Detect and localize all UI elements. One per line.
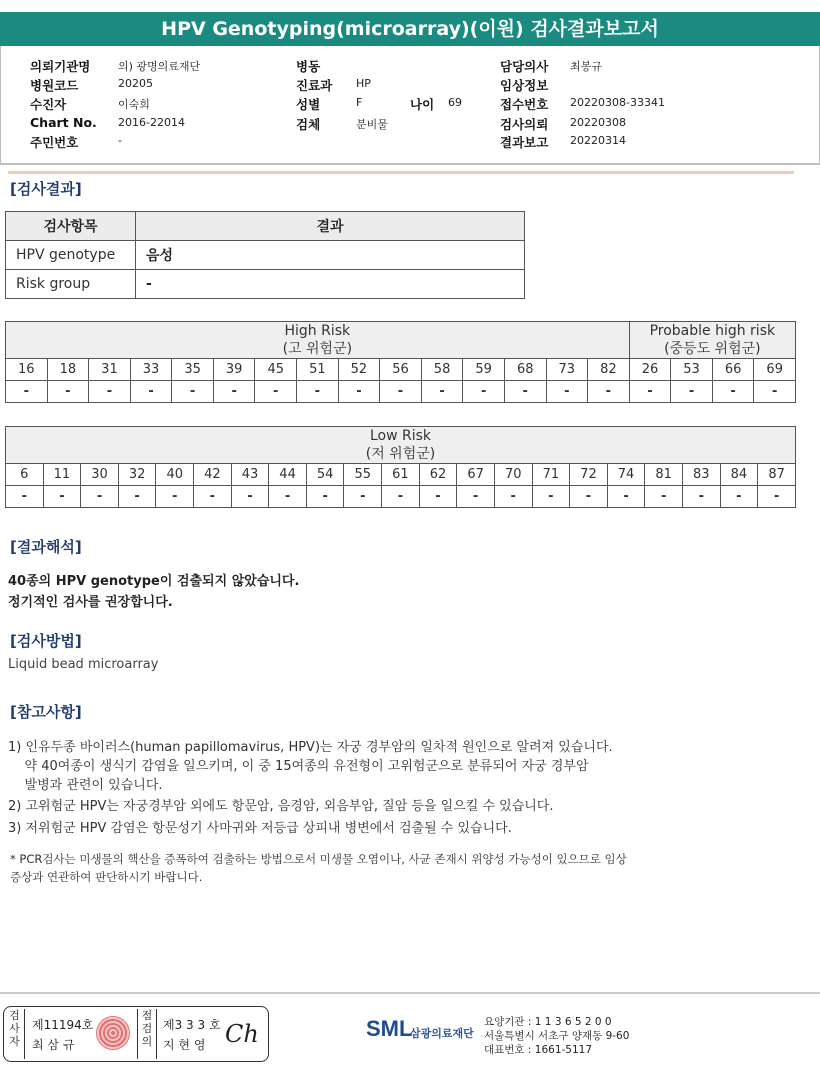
section-method-title: [검사방법] — [10, 632, 82, 650]
info-label: 검사의뢰 — [500, 117, 549, 132]
genotype-result: - — [588, 381, 630, 403]
info-value: - — [118, 134, 122, 147]
result-item: Risk group — [6, 270, 136, 299]
genotype-type: 45 — [255, 359, 297, 381]
info-value: 최봉규 — [570, 60, 602, 73]
genotype-result: - — [89, 381, 131, 403]
genotype-result: - — [682, 486, 720, 508]
genotype-type: 35 — [172, 359, 214, 381]
info-value: 20220308 — [570, 116, 626, 129]
info-value: 의) 광명의료재단 — [118, 60, 201, 73]
genotype-type: 66 — [712, 359, 754, 381]
genotype-result: - — [380, 381, 422, 403]
reference-line: 약 40여종이 생식기 감염을 일으키며, 이 중 15여종의 유전형이 고위험군으로 분류되어 자궁 경부암 — [8, 759, 589, 774]
genotype-result: - — [118, 486, 156, 508]
genotype-type: 73 — [546, 359, 588, 381]
info-value: 20220314 — [570, 134, 626, 147]
genotype-result: - — [463, 381, 505, 403]
genotype-type: 53 — [671, 359, 713, 381]
genotype-type: 16 — [6, 359, 48, 381]
genotype-type: 69 — [754, 359, 796, 381]
genotype-type: 31 — [89, 359, 131, 381]
genotype-type: 30 — [81, 464, 119, 486]
section-interpretation-title: [결과해석] — [10, 538, 82, 556]
reference-line: 1) 인유두종 바이러스(human papillomavirus, HPV)는 자궁 경부암의 일차적 원인으로 알려져 있습니다. — [8, 740, 613, 755]
info-value: 2016-22014 — [118, 116, 185, 129]
genotype-result: - — [570, 486, 608, 508]
table-row — [6, 464, 796, 486]
table-row — [6, 241, 525, 270]
genotype-type: 83 — [682, 464, 720, 486]
info-value: 분비물 — [356, 118, 388, 131]
info-label: 나이 — [410, 97, 435, 112]
genotype-type: 71 — [532, 464, 570, 486]
genotype-type: 6 — [6, 464, 44, 486]
info-label: 임상정보 — [500, 78, 549, 93]
genotype-type: 44 — [269, 464, 307, 486]
genotype-result: - — [213, 381, 255, 403]
genotype-type: 58 — [421, 359, 463, 381]
reference-line: 3) 저위험군 HPV 감염은 항문성기 사마귀와 저등급 상피내 병변에서 검출될 수 있습니다. — [8, 821, 512, 836]
high-risk-table — [5, 321, 796, 403]
genotype-type: 62 — [419, 464, 457, 486]
genotype-result: - — [81, 486, 119, 508]
genotype-type: 11 — [43, 464, 81, 486]
genotype-result: - — [231, 486, 269, 508]
genotype-result: - — [712, 381, 754, 403]
genotype-type: 54 — [306, 464, 344, 486]
genotype-type: 59 — [463, 359, 505, 381]
genotype-result: - — [269, 486, 307, 508]
genotype-type: 67 — [457, 464, 495, 486]
note-line: 증상과 연관하여 판단하시기 바랍니다. — [10, 870, 203, 884]
signature-mark: Ch — [225, 1020, 259, 1048]
interpretation-line1: 40종의 HPV genotype이 검출되지 않았습니다. — [8, 574, 300, 589]
genotype-result: - — [754, 381, 796, 403]
genotype-result: - — [758, 486, 796, 508]
genotype-result: - — [504, 381, 546, 403]
risk-group-header: Probable high risk (중등도 위험군) — [629, 322, 795, 359]
genotype-result: - — [457, 486, 495, 508]
info-label: 담당의사 — [500, 59, 549, 74]
examiner-no: 제11194호 — [32, 1018, 94, 1032]
table-row — [6, 359, 796, 381]
info-label: 결과보고 — [500, 135, 549, 150]
genotype-type: 39 — [213, 359, 255, 381]
genotype-type: 51 — [297, 359, 339, 381]
info-value: 20205 — [118, 77, 153, 90]
genotype-type: 81 — [645, 464, 683, 486]
patient-info — [0, 55, 820, 163]
info-value: HP — [356, 77, 371, 90]
genotype-result: - — [43, 486, 81, 508]
reviewer-name: 지 현 영 — [163, 1038, 206, 1052]
genotype-result: - — [338, 381, 380, 403]
info-label: 진료과 — [296, 78, 333, 93]
footer-address: 요양기관 : 1 1 3 6 5 2 0 0 서울특별시 서초구 양재동 9-60 대표번호 : 1661-5117 — [484, 1016, 630, 1056]
result-header-item: 검사항목 — [6, 212, 136, 241]
info-value: 이숙희 — [118, 98, 150, 111]
interpretation-line2: 정기적인 검사를 권장합니다. — [8, 595, 173, 610]
genotype-result: - — [607, 486, 645, 508]
genotype-result: - — [532, 486, 570, 508]
genotype-type: 61 — [382, 464, 420, 486]
genotype-type: 70 — [494, 464, 532, 486]
table-row — [6, 486, 796, 508]
genotype-type: 33 — [130, 359, 172, 381]
genotype-result: - — [720, 486, 758, 508]
genotype-type: 55 — [344, 464, 382, 486]
genotype-type: 56 — [380, 359, 422, 381]
method-text: Liquid bead microarray — [8, 657, 159, 672]
info-value: F — [356, 96, 363, 109]
info-label: 접수번호 — [500, 97, 549, 112]
reviewer-no: 제3 3 3 호 — [163, 1018, 221, 1032]
genotype-type: 68 — [504, 359, 546, 381]
result-header-result: 결과 — [136, 212, 525, 241]
section-result-title: [검사결과] — [10, 180, 82, 198]
genotype-result: - — [6, 381, 48, 403]
reference-line: 발병과 관련이 있습니다. — [8, 778, 163, 793]
genotype-result: - — [156, 486, 194, 508]
genotype-result: - — [421, 381, 463, 403]
genotype-result: - — [255, 381, 297, 403]
result-table — [5, 211, 525, 299]
genotype-result: - — [645, 486, 683, 508]
info-label: 의뢰기관명 — [30, 59, 91, 74]
section-reference-title: [참고사항] — [10, 703, 82, 721]
genotype-result: - — [47, 381, 89, 403]
genotype-result: - — [130, 381, 172, 403]
risk-group-header: High Risk (고 위험군) — [6, 322, 630, 359]
risk-group-header: Low Risk (저 위험군) — [6, 427, 796, 464]
genotype-result: - — [194, 486, 232, 508]
note-line: * PCR검사는 미생물의 핵산을 증폭하여 검출하는 방법으로서 미생물 오염이나, 사균 존재시 위양성 가능성이 있으므로 임상 — [10, 852, 627, 866]
info-label: 병동 — [296, 59, 321, 74]
genotype-type: 42 — [194, 464, 232, 486]
genotype-type: 43 — [231, 464, 269, 486]
genotype-result: - — [344, 486, 382, 508]
sml-logo: SML 삼광의료재단 — [366, 1016, 474, 1041]
result-value: 음성 — [136, 241, 525, 270]
genotype-result: - — [671, 381, 713, 403]
genotype-type: 40 — [156, 464, 194, 486]
genotype-result: - — [546, 381, 588, 403]
reviewer-label: 점검의 — [137, 1009, 157, 1059]
info-label: Chart No. — [30, 115, 97, 130]
genotype-result: - — [297, 381, 339, 403]
genotype-type: 18 — [47, 359, 89, 381]
info-label: 성별 — [296, 97, 321, 112]
genotype-type: 26 — [629, 359, 671, 381]
result-item: HPV genotype — [6, 241, 136, 270]
genotype-type: 32 — [118, 464, 156, 486]
low-risk-table — [5, 426, 796, 508]
info-label: 검체 — [296, 117, 321, 132]
genotype-result: - — [172, 381, 214, 403]
genotype-type: 87 — [758, 464, 796, 486]
result-value: - — [136, 270, 525, 299]
table-row — [6, 381, 796, 403]
genotype-type: 72 — [570, 464, 608, 486]
info-label: 주민번호 — [30, 135, 79, 150]
genotype-result: - — [494, 486, 532, 508]
genotype-type: 52 — [338, 359, 380, 381]
table-row — [6, 270, 525, 299]
examiner-label: 검사자 — [5, 1009, 25, 1059]
genotype-type: 84 — [720, 464, 758, 486]
examiner-name: 최 삼 규 — [32, 1038, 75, 1052]
genotype-result: - — [306, 486, 344, 508]
genotype-result: - — [419, 486, 457, 508]
genotype-type: 82 — [588, 359, 630, 381]
report-title: HPV Genotyping(microarray)(이원) 검사결과보고서 — [0, 12, 820, 46]
genotype-type: 74 — [607, 464, 645, 486]
examiner-seal-icon — [96, 1016, 130, 1050]
genotype-result: - — [629, 381, 671, 403]
info-label: 수진자 — [30, 97, 67, 112]
info-label: 병원코드 — [30, 78, 79, 93]
reference-line: 2) 고위험군 HPV는 자궁경부암 외에도 항문암, 음경암, 외음부암, 질암 등을 일으킬 수 있습니다. — [8, 799, 554, 814]
info-value: 69 — [448, 96, 462, 109]
genotype-result: - — [6, 486, 44, 508]
genotype-result: - — [382, 486, 420, 508]
info-value: 20220308-33341 — [570, 96, 665, 109]
